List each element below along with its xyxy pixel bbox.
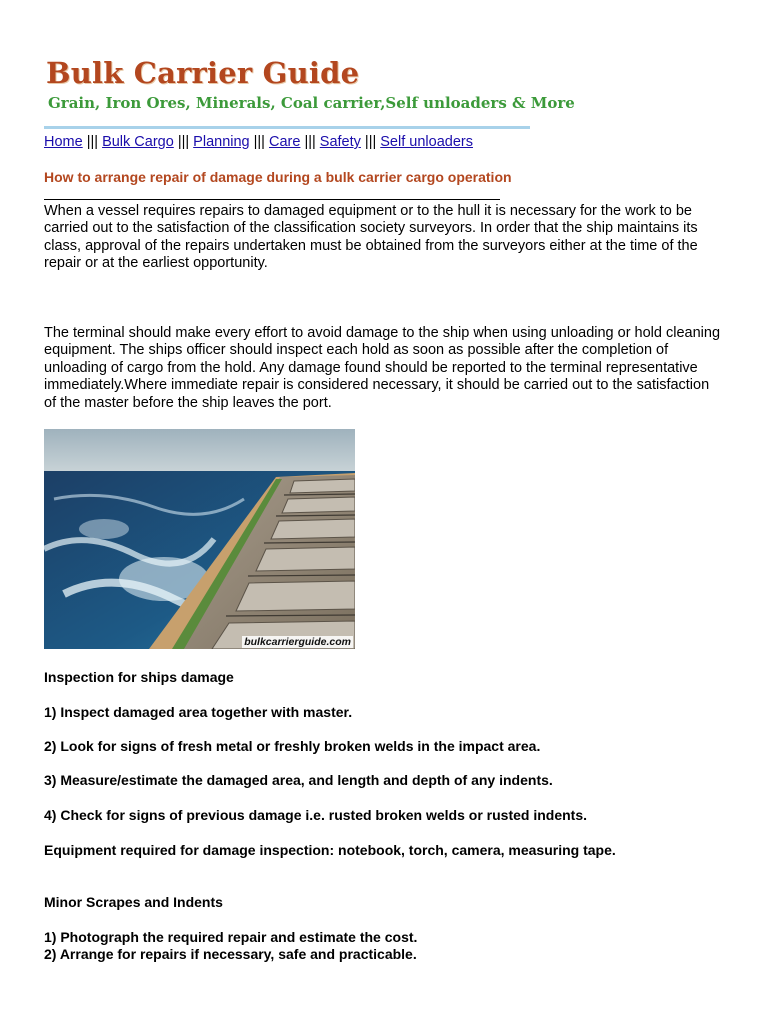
nav-separator: ||| xyxy=(86,134,103,150)
nav-separator: ||| xyxy=(304,134,320,150)
nav-separator: ||| xyxy=(253,134,269,150)
photo-watermark: bulkcarrierguide.com xyxy=(244,636,351,648)
ship-deck-illustration xyxy=(44,429,355,649)
site-logo-title: Bulk Carrier Guide xyxy=(46,56,360,90)
inspection-step: 1) Inspect damaged area together with master. xyxy=(44,704,353,720)
paragraph-terminal: The terminal should make every effort to avoid damage to the ship when using unloading or hold cleaning equipment. The ships officer should inspect each hold as soon as possible after the completion of unloading of cargo from the hold. Any damage found should be reported to the terminal representative immediately.Where immediate repair is considered necessary, it should be carried out to the satisfaction of the master before the ship leaves the port. xyxy=(44,325,721,411)
nav-link-safety[interactable]: Safety xyxy=(319,134,361,150)
ship-deck-photo xyxy=(44,429,355,649)
nav-link-care[interactable]: Care xyxy=(268,134,301,150)
nav-separator: ||| xyxy=(360,134,381,150)
nav-link-home[interactable]: Home xyxy=(44,134,83,150)
paragraph-intro: When a vessel requires repairs to damaged equipment or to the hull it is necessary for the work to be carried out to the satisfaction of the classification society surveyors. In order that the ship maintains its class, approval of the repairs undertaken must be obtained from the surveyors either at the time of the repair or at the earliest opportunity. xyxy=(44,203,698,272)
minor-heading: Minor Scrapes and Indents xyxy=(44,894,223,910)
inspection-step: 3) Measure/estimate the damaged area, and length and depth of any indents. xyxy=(44,772,553,788)
nav-separator: ||| xyxy=(177,134,194,150)
nav-link-planning[interactable]: Planning xyxy=(193,134,250,150)
inspection-heading: Inspection for ships damage xyxy=(44,669,234,685)
top-nav xyxy=(44,134,473,150)
minor-step: 1) Photograph the required repair and estimate the cost. xyxy=(44,929,418,945)
inspection-step: 4) Check for signs of previous damage i.e. rusted broken welds or rusted indents. xyxy=(44,807,588,823)
nav-link-bulk-cargo[interactable]: Bulk Cargo xyxy=(102,134,174,150)
banner-divider xyxy=(44,126,530,129)
minor-step: 2) Arrange for repairs if necessary, safe and practicable. xyxy=(44,946,417,962)
equipment-line: Equipment required for damage inspection: notebook, torch, camera, measuring tape. xyxy=(44,842,616,858)
title-underline xyxy=(44,199,500,200)
inspection-step: 2) Look for signs of fresh metal or freshly broken welds in the impact area. xyxy=(44,738,541,754)
article-title: How to arrange repair of damage during a bulk carrier cargo operation xyxy=(44,169,512,185)
site-logo-subtitle: Grain, Iron Ores, Minerals, Coal carrier,Self unloaders & More xyxy=(48,94,575,112)
nav-link-self-unloaders[interactable]: Self unloaders xyxy=(380,134,473,150)
site-banner[interactable] xyxy=(44,56,584,120)
